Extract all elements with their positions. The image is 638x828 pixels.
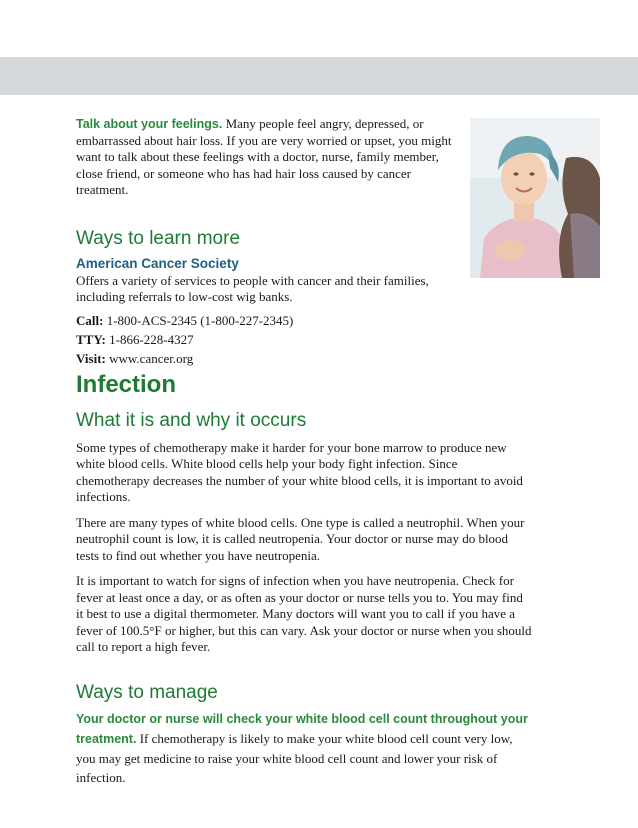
what-it-is-title: What it is and why it occurs xyxy=(76,409,307,431)
intro-text: Many people feel angry, depressed, or embarrassed about hair loss. If you are very worried or upset, you might want to talk about these feelings with a doctor, nurse, family member, close friend, or someone who has had hair loss caused by cancer treatment. xyxy=(76,116,452,197)
call-value: 1-800-ACS-2345 (1-800-227-2345) xyxy=(103,312,294,328)
contact-tty xyxy=(76,330,532,349)
tty-label: TTY: xyxy=(76,331,106,347)
tty-value: 1-866-228-4327 xyxy=(105,331,194,347)
infection-title: Infection xyxy=(76,370,176,398)
manage-text: If chemotherapy is likely to make your white blood cell count very low, you may get medicine to raise your white blood cell count and lower your risk of infection. xyxy=(76,730,513,785)
intro-lead: Talk about your feelings. xyxy=(76,117,223,131)
infection-paragraph-3: It is important to watch for signs of infection when you have neutropenia. Check for fever at least once a day, or as often as your doctor or nurse tells you to. You may find it best to use a digital thermometer. Many doctors will want you to call if you have a fever of 100.5°F or higher, but this can vary. Ask your doctor or nurse when you should call to report a high fever. xyxy=(76,573,532,654)
manage-lead: Your doctor or nurse will check your white blood cell count throughout your treatment. xyxy=(76,711,528,746)
infection-paragraph-2: There are many types of white blood cells. One type is called a neutrophil. When your neutrophil count is low, it is called neutropenia. Your doctor or nurse may do blood tests to find out whether you have neutropenia. xyxy=(76,514,525,563)
call-label: Call: xyxy=(76,312,104,328)
contact-visit xyxy=(76,349,532,368)
visit-label: Visit: xyxy=(76,350,106,366)
org-description: Offers a variety of services to people with cancer and their families, including referrals to low-cost wig banks. xyxy=(76,272,429,304)
header-band xyxy=(0,57,638,95)
infection-paragraph-1: Some types of chemotherapy make it harder for your bone marrow to produce new white blood cells. White blood cells help your body fight infection. Since chemotherapy decreases the number of your white blood cells, it is important to avoid infections. xyxy=(76,439,523,504)
visit-value: www.cancer.org xyxy=(105,350,194,366)
page-content xyxy=(76,116,532,787)
manage-paragraph xyxy=(76,709,532,787)
intro-paragraph xyxy=(76,116,460,199)
org-name: American Cancer Society xyxy=(76,255,239,271)
ways-to-manage-title: Ways to manage xyxy=(76,681,218,703)
contact-call xyxy=(76,311,532,330)
learn-more-title: Ways to learn more xyxy=(76,227,241,249)
